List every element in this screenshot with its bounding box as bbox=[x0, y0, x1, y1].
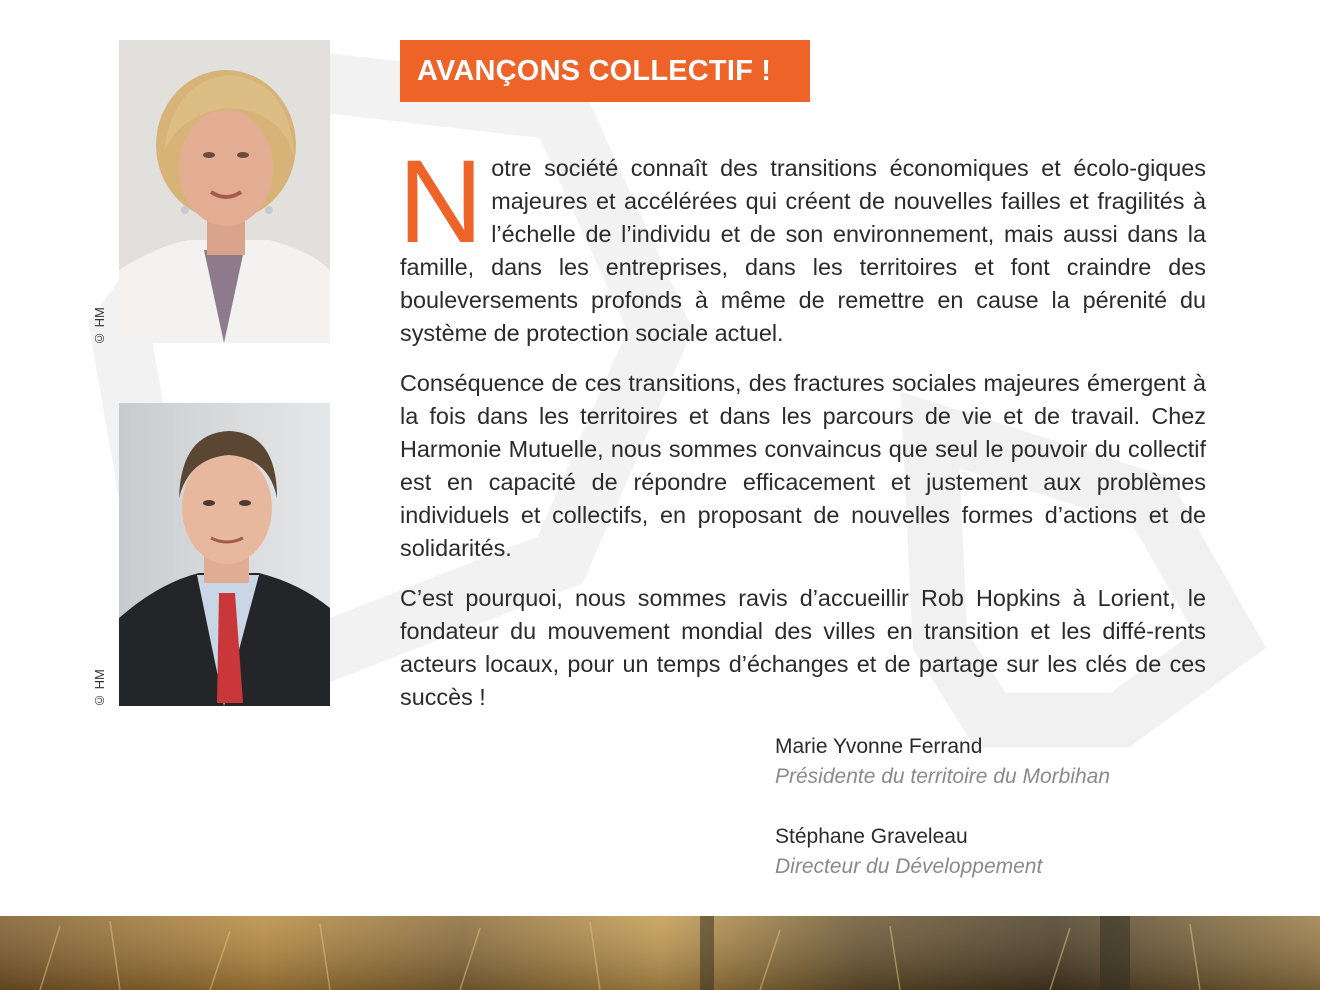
drop-cap: N bbox=[398, 136, 484, 268]
signature-role: Directeur du Développement bbox=[775, 855, 1043, 878]
page-title: AVANÇONS COLLECTIF ! bbox=[417, 54, 772, 87]
signatures bbox=[775, 732, 1110, 912]
title-banner bbox=[400, 40, 810, 102]
signature-block bbox=[775, 822, 1110, 882]
portrait-photo-director bbox=[119, 403, 330, 706]
paragraph: C’est pourquoi, nous sommes ravis d’accueillir Rob Hopkins à Lorient, le fondateur du mouvement mondial des villes en transition et les diffé-rents acteurs locaux, pour un temps d’échanges et de partage sur les clés de ces succès ! bbox=[400, 585, 1206, 710]
article-body bbox=[398, 136, 1206, 731]
signature-name: Marie Yvonne Ferrand bbox=[775, 735, 983, 758]
paragraph: Conséquence de ces transitions, des fractures sociales majeures émergent à la fois dans les territoires et dans les parcours de vie et de travail. Chez Harmonie Mutuelle, nous sommes convaincus que seul le pouvoir du collectif est en capacité de répondre efficacement et justement aux problèmes individuels et collectifs, en proposant de nouvelles formes d’actions et de solidarités. bbox=[400, 370, 1206, 561]
decorative-landscape-band bbox=[0, 916, 1320, 990]
portrait-photo-president bbox=[119, 40, 330, 343]
paragraph-text: otre société connaît des transitions économiques et écolo-giques majeures et accélérées qui créent de nouvelles failles et fragilités à l’échelle de l’individu et de son environnement, mais aussi dans la famille, dans les entreprises, dans les territoires et font craindre des bouleversements profonds à même de remettre en cause la pérenité du système de protection sociale actuel. bbox=[400, 155, 1206, 346]
signature-role: Présidente du territoire du Morbihan bbox=[775, 765, 1111, 788]
signature-block bbox=[775, 732, 1110, 792]
paragraph bbox=[398, 136, 1206, 350]
photo-credit: © HM bbox=[92, 669, 107, 708]
signature-name: Stéphane Graveleau bbox=[775, 825, 968, 848]
photo-credit: © HM bbox=[92, 307, 107, 346]
